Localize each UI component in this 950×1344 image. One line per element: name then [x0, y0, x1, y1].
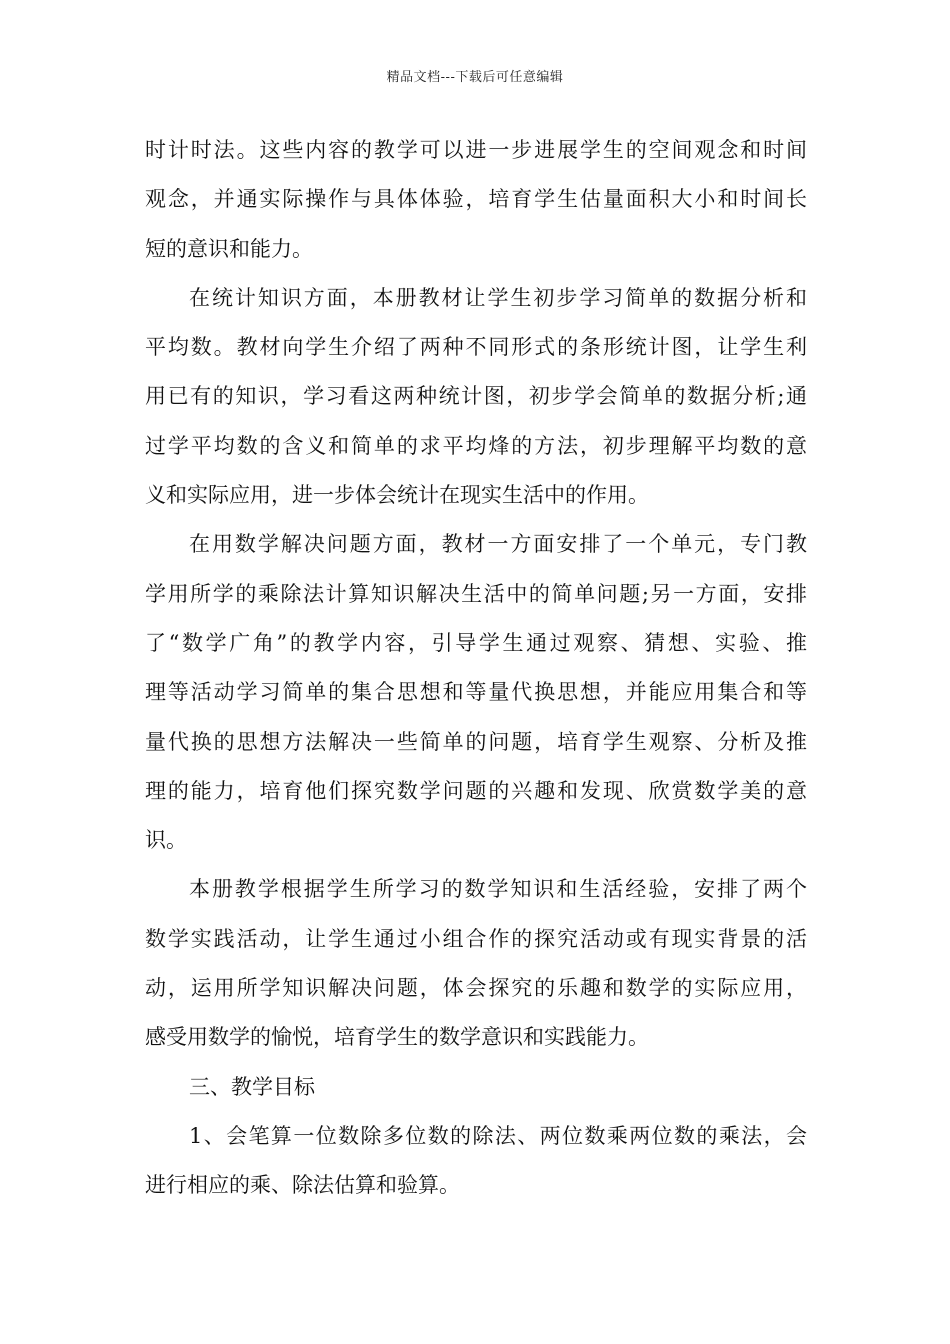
text-line: 感受用数学的愉悦，培育学生的数学意识和实践能力。	[145, 1025, 649, 1050]
text-line: 过学平均数的含义和简单的求平均烽的方法，初步理解平均数的意	[145, 433, 807, 458]
text-line: 数学实践活动，让学生通过小组合作的探究活动或有现实背景的活	[145, 926, 807, 951]
text-line: 动，运用所学知识解决问题，体会探究的乐趣和数学的实际应用，	[145, 976, 807, 1001]
text-line: 本册教学根据学生所学习的数学知识和生活经验，安排了两个	[189, 877, 807, 902]
body-text	[145, 126, 807, 1211]
page-header: 精品文档---下载后可任意编辑	[386, 70, 564, 85]
text-line: 在用数学解决问题方面，教材一方面安排了一个单元，专门教	[189, 532, 807, 557]
text-line: 量代换的思想方法解决一些简单的问题，培育学生观察、分析及推	[145, 729, 807, 754]
text-line: 用已有的知识，学习看这两种统计图，初步学会简单的数据分析;通	[145, 384, 807, 409]
text-line: 时计时法。这些内容的教学可以进一步进展学生的空间观念和时间	[145, 138, 807, 162]
text-line: 平均数。教材向学生介绍了两种不同形式的条形统计图，让学生利	[145, 335, 807, 360]
text-line: 理的能力，培育他们探究数学问题的兴趣和发现、欣赏数学美的意	[145, 778, 807, 803]
text-line: 观念，并通实际操作与具体体验，培育学生估量面积大小和时间长	[145, 187, 807, 212]
text-line: 短的意识和能力。	[145, 236, 313, 261]
text-line: 了“数学广角”的教学内容，引导学生通过观察、猜想、实验、推	[145, 630, 807, 655]
text-line: 义和实际应用，进一步体会统计在现实生活中的作用。	[145, 483, 649, 508]
text-line: 理等活动学习简单的集合思想和等量代换思想，并能应用集合和等	[145, 680, 807, 705]
text-line: 进行相应的乘、除法估算和验算。	[145, 1173, 460, 1198]
text-line: 识。	[145, 828, 187, 853]
text-line: 在统计知识方面，本册教材让学生初步学习简单的数据分析和	[189, 285, 807, 310]
text-line: 1、会笔算一位数除多位数的除法、两位数乘两位数的乘法，会	[189, 1123, 807, 1148]
text-line: 学用所学的乘除法计算知识解决生活中的简单问题;另一方面，安排	[145, 581, 807, 606]
text-line: 三、教学目标	[189, 1074, 315, 1099]
